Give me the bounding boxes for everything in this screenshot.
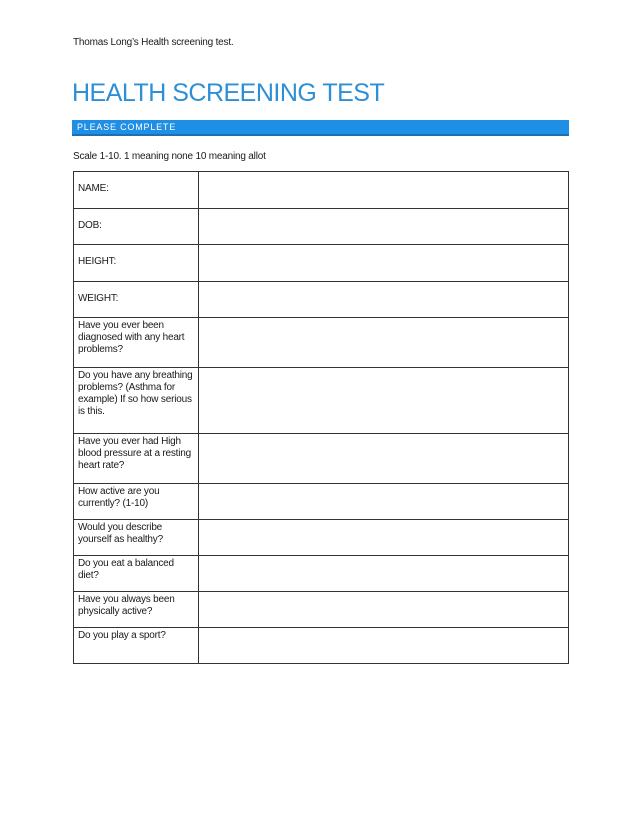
form-row [74,368,569,434]
form-question-label: Have you always been physically active? [78,594,175,617]
form-question-cell [74,520,199,556]
form-question-cell [74,434,199,484]
form-row [74,628,569,664]
document-title: HEALTH SCREENING TEST [72,79,385,107]
form-answer-field[interactable] [199,209,569,245]
form-row [74,172,569,209]
form-row [74,556,569,592]
section-banner [72,120,569,136]
form-question-label: Have you ever been diagnosed with any heart problems? [78,320,185,355]
form-row [74,520,569,556]
form-answer-field[interactable] [199,556,569,592]
section-label: PLEASE COMPLETE [77,122,177,132]
form-answer-field[interactable] [199,592,569,628]
form-answer-field[interactable] [199,282,569,318]
form-question-cell [74,282,199,318]
form-question-cell [74,592,199,628]
form-row [74,592,569,628]
form-question-cell [74,368,199,434]
form-question-label: Do you have any breathing problems? (Asthma for example) If so how serious is this. [78,370,193,417]
form-answer-field[interactable] [199,434,569,484]
form-answer-field[interactable] [199,520,569,556]
form-answer-field[interactable] [199,245,569,282]
form-row [74,282,569,318]
form-question-label: HEIGHT: [78,256,117,267]
form-answer-field[interactable] [199,628,569,664]
form-question-label: Would you describe yourself as healthy? [78,522,163,545]
page-header: Thomas Long’s Health screening test. [73,37,234,48]
form-question-label: WEIGHT: [78,293,119,304]
form-question-label: Have you ever had High blood pressure at a resting heart rate? [78,436,192,471]
form-question-label: Do you play a sport? [78,630,166,641]
form-question-cell [74,484,199,520]
form-row [74,245,569,282]
form-answer-field[interactable] [199,172,569,209]
form-answer-field[interactable] [199,368,569,434]
form-question-cell [74,172,199,209]
form-question-label: DOB: [78,220,102,231]
form-row [74,209,569,245]
form-question-label: NAME: [78,183,109,194]
form-question-cell [74,628,199,664]
form-row [74,318,569,368]
screening-form-table [73,171,569,664]
form-question-cell [74,556,199,592]
form-question-label: How active are you currently? (1-10) [78,486,160,509]
form-question-label: Do you eat a balanced diet? [78,558,174,581]
form-answer-field[interactable] [199,484,569,520]
scale-note: Scale 1-10. 1 meaning none 10 meaning allot [73,151,266,162]
form-row [74,484,569,520]
form-question-cell [74,209,199,245]
form-answer-field[interactable] [199,318,569,368]
form-question-cell [74,318,199,368]
form-question-cell [74,245,199,282]
form-row [74,434,569,484]
